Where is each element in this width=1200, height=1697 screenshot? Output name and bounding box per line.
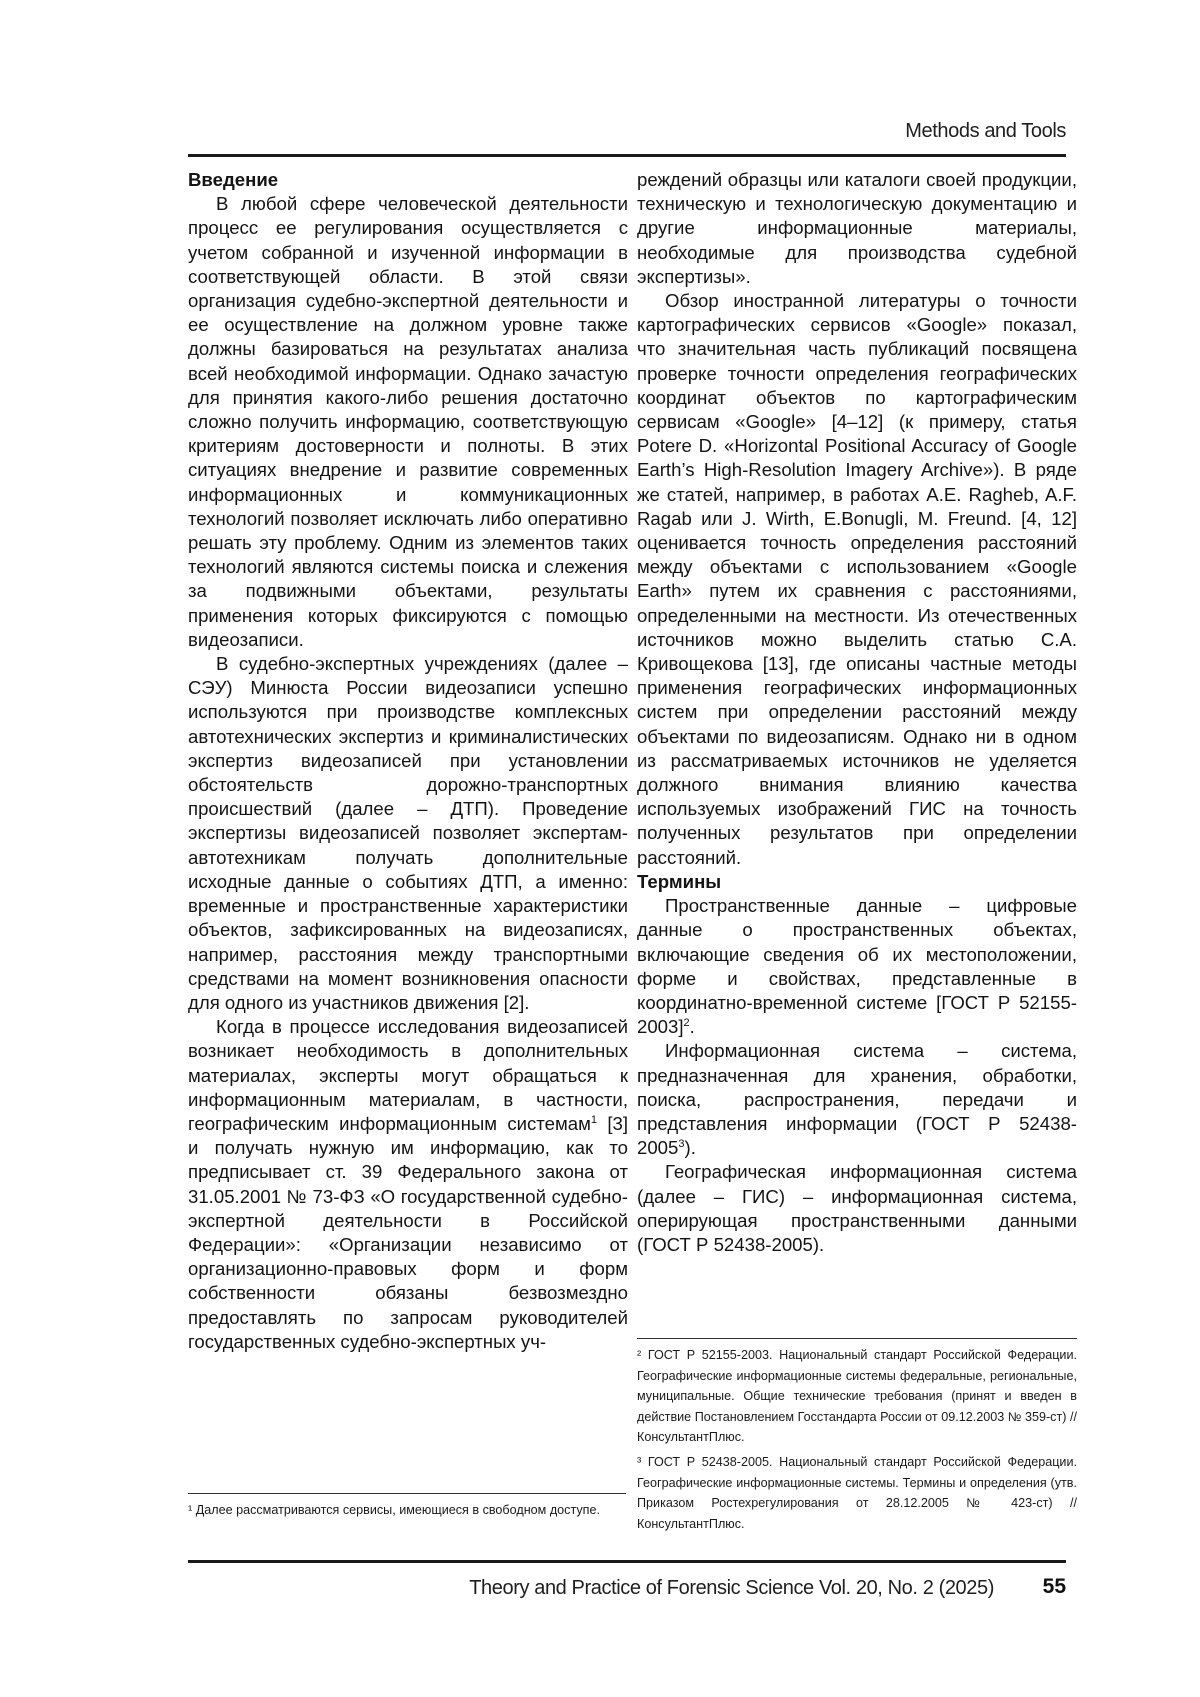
paragraph: В судебно-экспертных учреждениях (далее – СЭУ) Минюста России видеозаписи успешно используются при производстве комплексных автотехнических экспертиз и криминалистических экспертиз видеозаписей при установлении обстоятельств дорожно-транспортных происшествий (далее – ДТП). Проведение экспертизы видеозаписей позволяет экспертам-автотехникам получать дополнительные исходные данные о событиях ДТП, а именно: временные и пространственные характеристики объектов, зафиксированных на видеозаписях, например, расстояния между транспортными средствами на момент возникновения опасности для одного из участников движения [2]. xyxy=(188,653,628,1013)
footnote-1: ¹ Далее рассматриваются сервисы, имеющиеся в свободном доступе. xyxy=(188,1503,600,1517)
footnotes-right xyxy=(637,1338,1077,1538)
paragraph-text: [3] и получать нужную им информацию, как то предписывает ст. 39 Федерального закона от 31.05.2001 № 73-ФЗ «О государственной судебно-экспертной деятельности в Российской Федерации»: «Организации независимо от организационно-правовых форм и форм собственности обязаны безвозмездно предоставлять по запросам руководителей государственных судебно-экспертных уч- xyxy=(188,1112,628,1352)
paragraph-text: Когда в процессе исследования видеозаписей возникает необходимость в дополнительных материалах, эксперты могут обращаться к информационным материалам, в частности, географическим информационным системам xyxy=(188,1016,628,1134)
section-heading-terms: Термины xyxy=(637,870,722,892)
page-number: 55 xyxy=(1042,1575,1066,1598)
paragraph: реждений образцы или каталоги своей продукции, техническую и технологическую документацию и другие информационные материалы, необходимые для производства судебной экспертизы». xyxy=(637,169,1077,287)
paragraph xyxy=(637,1039,1077,1160)
paragraph-text: Пространственные данные – цифровые данные о пространственных объектах, включающие сведения об их местоположении, форме и свойствах, представленные в координатно-временной системе [ГОСТ Р 52155-2003] xyxy=(637,895,1077,1038)
paragraph xyxy=(188,1015,628,1354)
paragraph: Обзор иностранной литературы о точности картографических сервисов «Google» показал, что значительная часть публикаций посвящена проверке точности определения географических координат объектов по картографическим сервисам «Google» [4–12] (к примеру, статья Potere D. «Horizontal Positional Accuracy of Google Earth’s High-Resolution Imagery Archive»). В ряде же статей, например, в работах A.E. Ragheb, A.F. Ragab или J. Wirth, E.Bonugli, M. Freund. [4, 12] оценивается точность определения расстояний между объектами с использованием «Google Earth» путем их сравнения с расстояниями, определенными на местности. Из отечественных источников можно выделить статью С.А. Кривощекова [13], где описаны частные методы применения географических информационных систем при определении расстояний между объектами по видеозаписям. Однако ни в одном из рассматриваемых источников не уделяется должного внимания влиянию качества используемых изображений ГИС на точность полученных результатов при определении расстояний. xyxy=(637,290,1077,868)
footnote-ref: 1 xyxy=(590,1113,597,1126)
paragraph-text: ). xyxy=(684,1137,696,1159)
page-footer xyxy=(188,1560,1066,1603)
paragraph-text: . xyxy=(689,1016,695,1038)
paragraph xyxy=(637,894,1077,1039)
left-column xyxy=(188,168,628,1354)
section-label: Methods and Tools xyxy=(905,120,1066,142)
paragraph: В любой сфере человеческой деятельности процесс ее регулирования осуществляется с учетом собранной и изученной информации в соответствующей области. В этой связи организация судебно-экспертной деятельности и ее осуществление на должном уровне также должны базироваться на результатах анализа всей необходимой информации. Однако зачастую для принятия какого-либо решения достаточно сложно получить информацию, соответствующую критериям достоверности и полноты. В этих ситуациях внедрение и развитие современных информационных и коммуникационных технологий позволяет исключать либо оперативно решать эту проблему. Одним из элементов таких технологий являются системы поиска и слежения за подвижными объектами, результаты применения которых фиксируются с помощью видеозаписи. xyxy=(188,193,628,650)
footnote-ref: 2 xyxy=(683,1016,690,1029)
section-heading-intro: Введение xyxy=(188,169,279,190)
footnotes-left xyxy=(188,1493,626,1525)
page-header xyxy=(188,118,1066,157)
paragraph: Географическая информационная система (далее – ГИС) – информационная система, оперирующая пространственными данными (ГОСТ Р 52438-2005). xyxy=(637,1161,1077,1255)
right-column xyxy=(637,168,1077,1257)
footnote-2: ² ГОСТ Р 52155-2003. Национальный стандарт Российской Федерации. Географические информационные системы федеральные, региональные, муниципальные. Общие технические требования (принят и введен в действие Постановлением Госстандарта России от 09.12.2003 № 359-ст) // КонсультантПлюс. xyxy=(637,1348,1077,1445)
journal-citation: Theory and Practice of Forensic Science Vol. 20, No. 2 (2025) xyxy=(469,1577,994,1599)
paragraph-text: Информационная система – система, предназначенная для хранения, обработки, поиска, распространения, передачи и представления информации (ГОСТ Р 52438-2005 xyxy=(637,1040,1077,1159)
footnote-3: ³ ГОСТ Р 52438-2005. Национальный стандарт Российской Федерации. Географические информационные системы. Термины и определения (утв. Приказом Ростехрегулирования от 28.12.2005 № 423-ст) // КонсультантПлюс. xyxy=(637,1454,1077,1531)
footnote-ref: 3 xyxy=(678,1137,685,1150)
